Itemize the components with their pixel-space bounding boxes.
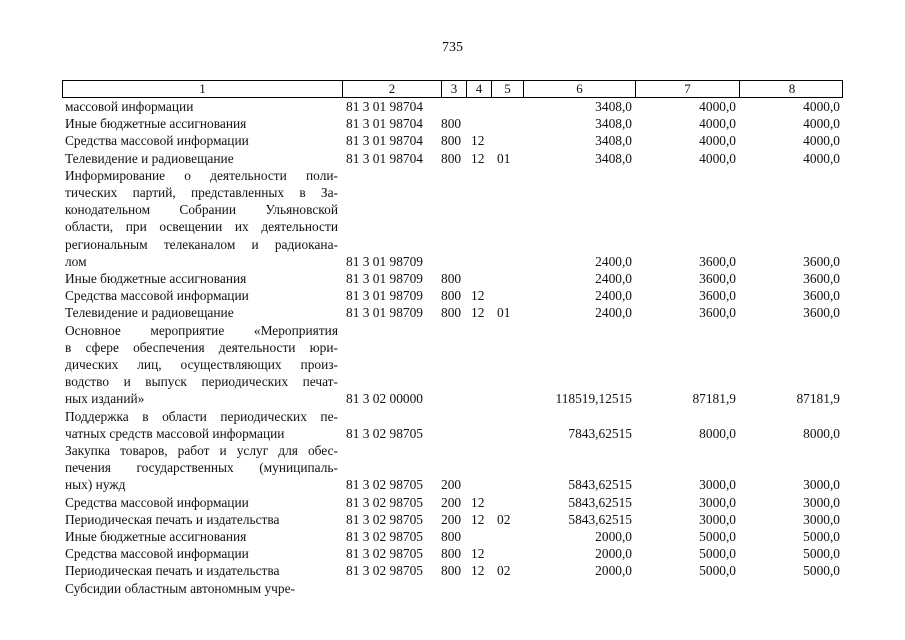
header-col-4: 4	[467, 81, 492, 97]
description-line: Периодическая печать и издательства	[65, 563, 280, 579]
table-row	[62, 115, 843, 132]
table-header-row	[62, 80, 843, 98]
table-row	[62, 270, 843, 287]
row-description	[62, 528, 342, 545]
row-col-3: 800	[441, 150, 462, 166]
row-col-4: 12	[471, 511, 485, 527]
row-description	[62, 494, 342, 511]
row-value-7: 4000,0	[699, 116, 736, 132]
row-value-6: 2000,0	[595, 529, 632, 545]
row-value-7: 3000,0	[699, 477, 736, 493]
row-value-6: 5843,62515	[568, 477, 632, 493]
row-value-8: 3600,0	[803, 271, 840, 287]
description-line: Закупка товаров, работ и услуг для обес-	[65, 443, 338, 459]
row-col-5: 01	[497, 305, 511, 321]
row-value-7: 87181,9	[692, 391, 736, 407]
description-line: Информирование о деятельности поли-	[65, 167, 338, 183]
row-description	[62, 442, 342, 494]
table-row	[62, 528, 843, 545]
table-row	[62, 408, 843, 442]
row-col-3: 800	[441, 271, 462, 287]
table-row	[62, 98, 843, 115]
row-col-3: 800	[441, 116, 462, 132]
row-value-8: 4000,0	[803, 133, 840, 149]
row-code: 81 3 01 98704	[346, 133, 423, 149]
row-col-4: 12	[471, 494, 485, 510]
row-value-6: 118519,12515	[555, 391, 632, 407]
header-col-8: 8	[788, 81, 796, 96]
row-value-8: 5000,0	[803, 563, 840, 579]
page-number: 735	[442, 40, 463, 55]
description-line: региональным телеканалом и радиокана-	[65, 236, 338, 252]
description-line: Телевидение и радиовещание	[65, 150, 234, 166]
table-row	[62, 545, 843, 562]
description-line: области, при освещении их деятельности	[65, 219, 338, 235]
row-code: 81 3 02 98705	[346, 546, 423, 562]
row-col-3: 800	[441, 529, 462, 545]
row-value-7: 3000,0	[699, 511, 736, 527]
row-value-8: 3600,0	[803, 305, 840, 321]
description-line: конодательном Собрании Ульяновской	[65, 202, 338, 218]
row-value-6: 3408,0	[595, 133, 632, 149]
budget-table	[62, 80, 843, 597]
description-line: чатных средств массовой информации	[65, 425, 285, 441]
row-value-7: 5000,0	[699, 529, 736, 545]
table-row	[62, 562, 843, 579]
row-col-3: 800	[441, 305, 462, 321]
row-value-6: 2400,0	[595, 271, 632, 287]
description-line: Средства массовой информации	[65, 546, 249, 562]
row-code: 81 3 02 98705	[346, 529, 423, 545]
row-col-3: 200	[441, 494, 462, 510]
row-code: 81 3 01 98709	[346, 253, 423, 269]
row-value-7: 3600,0	[699, 253, 736, 269]
row-description	[62, 408, 342, 442]
header-col-7: 7	[636, 81, 740, 97]
table-row	[62, 132, 843, 149]
row-value-8: 4000,0	[803, 150, 840, 166]
description-line: ных изданий»	[65, 391, 145, 407]
row-description	[62, 545, 342, 562]
row-value-8: 3000,0	[803, 511, 840, 527]
row-description	[62, 511, 342, 528]
row-value-6: 5843,62515	[568, 494, 632, 510]
row-value-6: 5843,62515	[568, 511, 632, 527]
row-value-7: 3600,0	[699, 271, 736, 287]
row-value-7: 4000,0	[699, 99, 736, 114]
row-value-8: 3000,0	[803, 477, 840, 493]
description-line: в сфере обеспечения деятельности юри-	[65, 339, 338, 355]
description-line: массовой информации	[65, 99, 194, 114]
description-line: Периодическая печать и издательства	[65, 511, 280, 527]
row-code: 81 3 01 98704	[346, 99, 423, 114]
table-row	[62, 442, 843, 494]
row-value-6: 3408,0	[595, 99, 632, 114]
row-value-8: 5000,0	[803, 546, 840, 562]
table-row	[62, 580, 843, 597]
description-line: Средства массовой информации	[65, 133, 249, 149]
row-value-6: 7843,62515	[568, 425, 632, 441]
row-description	[62, 98, 342, 115]
description-line: дических лиц, осуществляющих произ-	[65, 357, 338, 373]
row-value-7: 3600,0	[699, 305, 736, 321]
row-value-6: 3408,0	[595, 116, 632, 132]
row-description	[62, 287, 342, 304]
description-line: Средства массовой информации	[65, 494, 249, 510]
description-line: Иные бюджетные ассигнования	[65, 116, 247, 132]
row-code: 81 3 01 98704	[346, 116, 423, 132]
row-value-8: 8000,0	[803, 425, 840, 441]
row-col-4: 12	[471, 563, 485, 579]
row-value-7: 8000,0	[699, 425, 736, 441]
description-line: Основное мероприятие «Мероприятия	[65, 322, 338, 338]
row-description	[62, 167, 342, 270]
row-description	[62, 132, 342, 149]
table-body	[62, 98, 843, 597]
row-code: 81 3 01 98709	[346, 288, 423, 304]
row-value-6: 2400,0	[595, 253, 632, 269]
row-value-8: 4000,0	[803, 116, 840, 132]
row-col-4: 12	[471, 546, 485, 562]
description-line: ных) нужд	[65, 477, 126, 493]
row-value-7: 5000,0	[699, 546, 736, 562]
table-row	[62, 287, 843, 304]
row-value-7: 4000,0	[699, 150, 736, 166]
row-code: 81 3 02 98705	[346, 511, 423, 527]
row-description	[62, 580, 342, 597]
row-col-4: 12	[471, 288, 485, 304]
header-col-3: 3	[442, 81, 467, 97]
row-value-6: 3408,0	[595, 150, 632, 166]
row-value-8: 87181,9	[796, 391, 840, 407]
row-description	[62, 270, 342, 287]
row-col-3: 200	[441, 477, 462, 493]
row-col-3: 800	[441, 546, 462, 562]
row-value-8: 5000,0	[803, 529, 840, 545]
row-description	[62, 115, 342, 132]
row-value-6: 2400,0	[595, 288, 632, 304]
row-description	[62, 304, 342, 321]
row-col-4: 12	[471, 305, 485, 321]
table-row	[62, 494, 843, 511]
header-col-5: 5	[492, 81, 524, 97]
row-value-6: 2400,0	[595, 305, 632, 321]
row-code: 81 3 01 98709	[346, 271, 423, 287]
row-code: 81 3 02 98705	[346, 494, 423, 510]
description-line: лом	[65, 253, 87, 269]
row-value-7: 3000,0	[699, 494, 736, 510]
row-description	[62, 562, 342, 579]
row-code: 81 3 02 98705	[346, 563, 423, 579]
row-col-5: 02	[497, 511, 511, 527]
description-line: водство и выпуск периодических печат-	[65, 374, 338, 390]
table-row	[62, 304, 843, 321]
row-value-8: 3600,0	[803, 288, 840, 304]
description-line: Иные бюджетные ассигнования	[65, 271, 247, 287]
header-col-2: 2	[343, 81, 442, 97]
row-value-6: 2000,0	[595, 546, 632, 562]
table-row	[62, 150, 843, 167]
row-col-4: 12	[471, 133, 485, 149]
row-description	[62, 150, 342, 167]
row-col-3: 800	[441, 563, 462, 579]
row-code: 81 3 02 00000	[346, 391, 423, 407]
description-line: Поддержка в области периодических пе-	[65, 408, 338, 424]
row-col-3: 200	[441, 511, 462, 527]
table-row	[62, 167, 843, 270]
row-code: 81 3 01 98709	[346, 305, 423, 321]
row-description	[62, 322, 342, 408]
description-line: Субсидии областным автономным учре-	[65, 580, 296, 596]
description-line: Иные бюджетные ассигнования	[65, 529, 247, 545]
row-col-3: 800	[441, 288, 462, 304]
row-value-8: 3600,0	[803, 253, 840, 269]
table-row	[62, 511, 843, 528]
row-value-7: 3600,0	[699, 288, 736, 304]
row-value-8: 3000,0	[803, 494, 840, 510]
row-value-8: 4000,0	[803, 99, 840, 114]
table-row	[62, 322, 843, 408]
header-col-6: 6	[524, 81, 636, 97]
description-line: тических партий, представленных в За-	[65, 185, 338, 201]
row-code: 81 3 02 98705	[346, 477, 423, 493]
row-code: 81 3 01 98704	[346, 150, 423, 166]
row-col-4: 12	[471, 150, 485, 166]
row-code: 81 3 02 98705	[346, 425, 423, 441]
row-col-5: 02	[497, 563, 511, 579]
row-value-7: 4000,0	[699, 133, 736, 149]
header-col-1: 1	[63, 81, 343, 97]
description-line: Средства массовой информации	[65, 288, 249, 304]
description-line: Телевидение и радиовещание	[65, 305, 234, 321]
row-value-6: 2000,0	[595, 563, 632, 579]
description-line: печения государственных (муниципаль-	[65, 460, 338, 476]
row-value-7: 5000,0	[699, 563, 736, 579]
row-col-5: 01	[497, 150, 511, 166]
row-col-3: 800	[441, 133, 462, 149]
